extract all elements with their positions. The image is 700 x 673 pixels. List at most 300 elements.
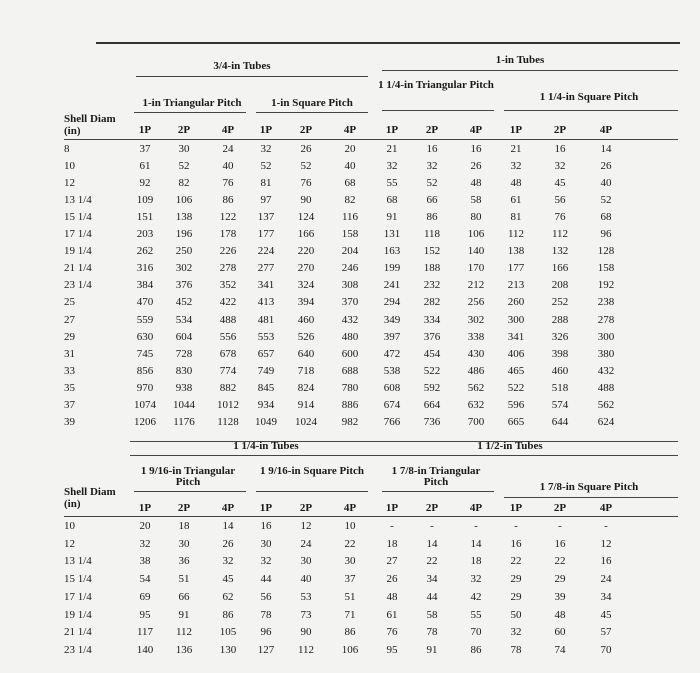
tube-count-cell: 1206 — [134, 415, 156, 428]
tube-count-cell: 91 — [426, 643, 438, 656]
table-top-rule — [96, 42, 680, 44]
tube-count-cell: - — [474, 520, 478, 532]
shell-diameter-cell: 12 — [64, 537, 75, 550]
tube-count-cell: 934 — [257, 398, 275, 411]
tube-count-cell: 16 — [554, 537, 566, 550]
tube-count-cell: 204 — [341, 245, 359, 258]
shell-diameter-cell: 29 — [64, 330, 75, 343]
tube-count-cell: 766 — [383, 415, 401, 428]
tube-count-cell: 74 — [554, 643, 566, 656]
tube-count-cell: 58 — [470, 194, 482, 207]
column-header-4p: 4P — [221, 124, 235, 136]
bottom-shell-diam-label: Shell Diam (in) — [64, 486, 116, 510]
column-header-2p: 2P — [299, 502, 313, 514]
shell-diameter-cell: 31 — [64, 347, 75, 360]
shell-diameter-cell: 35 — [64, 381, 75, 394]
tube-count-cell: 44 — [260, 573, 272, 586]
tube-count-cell: 246 — [341, 262, 359, 275]
tube-count-cell: 270 — [297, 262, 315, 275]
tube-count-cell: 522 — [423, 364, 441, 377]
shell-diameter-cell: 25 — [64, 296, 75, 309]
tube-count-cell: 48 — [470, 177, 482, 190]
tube-count-cell: 413 — [257, 296, 275, 309]
column-header-4p: 4P — [599, 502, 613, 514]
tube-count-cell: 50 — [510, 608, 522, 621]
tube-count-cell: 38 — [139, 555, 151, 568]
tube-count-cell: 278 — [219, 262, 237, 275]
tube-count-cell: 526 — [297, 330, 315, 343]
tube-count-cell: 534 — [175, 313, 193, 326]
tube-count-cell: 678 — [219, 347, 237, 360]
tube-count-cell: 16 — [470, 143, 482, 155]
column-header-1p: 1P — [509, 124, 523, 136]
tube-count-cell: 26 — [222, 537, 234, 550]
tube-count-cell: 86 — [222, 608, 234, 621]
tube-count-cell: 241 — [383, 279, 401, 292]
tube-count-cell: 76 — [554, 211, 566, 224]
tube-count-cell: 130 — [219, 643, 237, 656]
tube-count-cell: 830 — [175, 364, 193, 377]
tube-count-cell: 82 — [344, 194, 356, 207]
tube-count-cell: 30 — [178, 537, 190, 550]
tube-count-cell: 338 — [467, 330, 485, 343]
tube-count-cell: 122 — [219, 211, 237, 224]
tube-count-cell: 60 — [554, 626, 566, 639]
tube-count-cell: 674 — [383, 398, 401, 411]
tube-count-cell: 61 — [139, 160, 151, 173]
tube-count-cell: 37 — [139, 143, 151, 155]
rule-sub2 — [256, 112, 368, 113]
tube-count-cell: 24 — [222, 143, 234, 155]
tube-count-cell: 48 — [554, 608, 566, 621]
tube-count-cell: 16 — [426, 143, 438, 155]
tube-count-cell: 220 — [297, 245, 315, 258]
tube-count-cell: 76 — [300, 177, 312, 190]
tube-count-cell: 845 — [257, 381, 275, 394]
header-1-9-16in-square-pitch: 1 9/16-in Square Pitch — [259, 465, 364, 477]
tube-count-cell: 1012 — [217, 398, 239, 411]
tube-count-cell: 553 — [257, 330, 275, 343]
tube-count-cell: 518 — [551, 381, 569, 394]
tube-count-cell: 432 — [341, 313, 359, 326]
tube-count-cell: 68 — [344, 177, 356, 190]
tube-count-cell: 376 — [423, 330, 441, 343]
tube-count-cell: 882 — [219, 381, 237, 394]
tube-count-cell: 460 — [551, 364, 569, 377]
tube-count-cell: 166 — [297, 228, 315, 241]
tube-count-cell: 196 — [175, 228, 193, 241]
tube-count-cell: 398 — [551, 347, 569, 360]
tube-count-cell: 665 — [507, 415, 525, 428]
tube-count-cell: 96 — [600, 228, 612, 241]
header-1-9-16in-triangular-pitch: 1 9/16-in Triangular Pitch — [140, 465, 236, 488]
tube-count-cell: 32 — [260, 555, 272, 568]
tube-count-cell: 10 — [344, 520, 356, 532]
tube-count-cell: 430 — [467, 347, 485, 360]
tube-count-cell: 86 — [222, 194, 234, 207]
tube-count-cell: 39 — [554, 590, 566, 603]
tube-count-cell: 592 — [423, 381, 441, 394]
tube-count-cell: 914 — [297, 398, 315, 411]
shell-diameter-cell: 13 1/4 — [64, 194, 92, 207]
rule-sub1 — [134, 112, 246, 113]
tube-count-cell: 238 — [597, 296, 615, 309]
tube-count-cell: - — [604, 520, 608, 532]
tube-count-cell: 18 — [470, 555, 482, 568]
tube-count-cell: - — [514, 520, 518, 532]
tube-count-cell: 66 — [426, 194, 438, 207]
tube-count-cell: 105 — [219, 626, 237, 639]
tube-count-cell: 624 — [597, 415, 615, 428]
tube-count-cell: 106 — [467, 228, 485, 241]
tube-count-cell: 452 — [175, 296, 193, 309]
tube-count-cell: 32 — [260, 143, 272, 155]
tube-count-cell: 137 — [257, 211, 275, 224]
tube-count-cell: 12 — [600, 537, 612, 550]
tube-count-cell: 52 — [600, 194, 612, 207]
tube-count-cell: 736 — [423, 415, 441, 428]
group-1-1-4in-tubes: 1 1/4-in Tubes — [233, 440, 299, 452]
group-three-quarter-in-tubes: 3/4-in Tubes — [213, 60, 271, 72]
column-header-1p: 1P — [385, 124, 399, 136]
column-header-4p: 4P — [343, 502, 357, 514]
tube-count-cell: 556 — [219, 330, 237, 343]
tube-count-cell: 37 — [344, 573, 356, 586]
tube-count-cell: 1176 — [173, 415, 195, 428]
tube-count-cell: 213 — [507, 279, 525, 292]
tube-count-cell: 596 — [507, 398, 525, 411]
tube-count-cell: 199 — [383, 262, 401, 275]
tube-count-cell: 34 — [600, 590, 612, 603]
column-header-1p: 1P — [138, 124, 152, 136]
tube-count-cell: 192 — [597, 279, 615, 292]
tube-count-cell: 34 — [426, 573, 438, 586]
tube-count-cell: 341 — [257, 279, 275, 292]
tube-count-cell: 32 — [139, 537, 151, 550]
tube-count-cell: 45 — [554, 177, 566, 190]
tube-count-cell: 112 — [551, 228, 569, 241]
column-header-1p: 1P — [509, 502, 523, 514]
top-header-bottom-rule — [64, 139, 678, 140]
tube-count-cell: 177 — [507, 262, 525, 275]
column-header-4p: 4P — [469, 124, 483, 136]
top-shell-diam-label: Shell Diam (in) — [64, 113, 116, 137]
shell-diameter-cell: 12 — [64, 177, 75, 190]
shell-diameter-cell: 10 — [64, 520, 75, 532]
tube-count-cell: 14 — [222, 520, 234, 532]
tube-count-cell: 40 — [344, 160, 356, 173]
tube-count-cell: 538 — [383, 364, 401, 377]
shell-diameter-cell: 33 — [64, 364, 75, 377]
tube-count-cell: 1024 — [295, 415, 317, 428]
tube-count-cell: 632 — [467, 398, 485, 411]
tube-count-cell: 700 — [467, 415, 485, 428]
column-header-4p: 4P — [599, 124, 613, 136]
tube-count-cell: 68 — [386, 194, 398, 207]
shell-diameter-cell: 19 1/4 — [64, 608, 92, 621]
tube-count-cell: 824 — [297, 381, 315, 394]
column-header-1p: 1P — [259, 124, 273, 136]
rule-bsub2 — [256, 491, 368, 492]
rule-sub3 — [382, 110, 494, 111]
tube-count-cell: 18 — [386, 537, 398, 550]
tube-count-cell: 57 — [600, 626, 612, 639]
column-header-1p: 1P — [138, 502, 152, 514]
shell-diameter-cell: 10 — [64, 160, 75, 173]
shell-diameter-cell: 15 1/4 — [64, 211, 92, 224]
tube-count-cell: 422 — [219, 296, 237, 309]
tube-count-cell: 745 — [136, 347, 154, 360]
tube-count-cell: 24 — [300, 537, 312, 550]
shell-diameter-cell: 19 1/4 — [64, 245, 92, 258]
tube-count-cell: 308 — [341, 279, 359, 292]
tube-count-cell: 300 — [597, 330, 615, 343]
tube-count-cell: 780 — [341, 381, 359, 394]
tube-count-cell: 224 — [257, 245, 275, 258]
tube-count-cell: 78 — [426, 626, 438, 639]
tube-count-cell: 58 — [426, 608, 438, 621]
tube-count-cell: 480 — [341, 330, 359, 343]
tube-count-cell: 29 — [554, 573, 566, 586]
tube-count-cell: 460 — [297, 313, 315, 326]
tube-count-cell: 728 — [175, 347, 193, 360]
header-1-7-8in-square-pitch: 1 7/8-in Square Pitch — [539, 481, 639, 493]
group-1-1-2in-tubes: 1 1/2-in Tubes — [477, 440, 543, 452]
tube-count-cell: 91 — [178, 608, 190, 621]
column-header-2p: 2P — [425, 502, 439, 514]
tube-count-cell: 132 — [551, 245, 569, 258]
tube-count-cell: 52 — [178, 160, 190, 173]
tube-count-cell: 324 — [297, 279, 315, 292]
tube-count-cell: 140 — [467, 245, 485, 258]
tube-count-cell: 600 — [341, 347, 359, 360]
tube-count-cell: 128 — [597, 245, 615, 258]
tube-count-cell: 51 — [178, 573, 190, 586]
tube-count-cell: 481 — [257, 313, 275, 326]
tube-count-cell: 30 — [300, 555, 312, 568]
tube-count-cell: 294 — [383, 296, 401, 309]
tube-count-cell: 226 — [219, 245, 237, 258]
tube-count-cell: 52 — [260, 160, 272, 173]
tube-count-cell: 326 — [551, 330, 569, 343]
tube-count-cell: 116 — [341, 211, 359, 224]
tube-count-cell: 22 — [510, 555, 522, 568]
tube-count-cell: 302 — [175, 262, 193, 275]
tube-count-cell: - — [558, 520, 562, 532]
tube-count-cell: 488 — [219, 313, 237, 326]
tube-count-cell: 718 — [297, 364, 315, 377]
shell-diameter-cell: 21 1/4 — [64, 626, 92, 639]
tube-count-cell: 488 — [597, 381, 615, 394]
tube-count-cell: 982 — [341, 415, 359, 428]
tube-count-cell: 21 — [510, 143, 522, 155]
tube-count-cell: 188 — [423, 262, 441, 275]
tube-count-cell: 465 — [507, 364, 525, 377]
tube-count-cell: 970 — [136, 381, 154, 394]
tube-count-cell: 16 — [600, 555, 612, 568]
tube-count-cell: 664 — [423, 398, 441, 411]
tube-count-cell: 118 — [423, 228, 441, 241]
shell-diameter-cell: 8 — [64, 143, 70, 155]
tube-count-cell: 32 — [222, 555, 234, 568]
tube-count-cell: 1074 — [134, 398, 156, 411]
tube-count-cell: 574 — [551, 398, 569, 411]
tube-count-cell: 124 — [297, 211, 315, 224]
tube-count-cell: 70 — [470, 626, 482, 639]
tube-count-cell: 32 — [554, 160, 566, 173]
tube-count-cell: 604 — [175, 330, 193, 343]
tube-count-cell: 73 — [300, 608, 312, 621]
tube-count-cell: 69 — [139, 590, 151, 603]
tube-count-cell: 630 — [136, 330, 154, 343]
tube-count-cell: 203 — [136, 228, 154, 241]
tube-count-cell: 260 — [507, 296, 525, 309]
tube-count-cell: 300 — [507, 313, 525, 326]
tube-count-cell: 262 — [136, 245, 154, 258]
tube-count-cell: 316 — [136, 262, 154, 275]
tube-count-cell: 112 — [507, 228, 525, 241]
group-one-in-tubes: 1-in Tubes — [495, 54, 545, 66]
tube-count-cell: 856 — [136, 364, 154, 377]
tube-count-cell: 138 — [507, 245, 525, 258]
tube-count-cell: 48 — [386, 590, 398, 603]
tube-count-cell: 774 — [219, 364, 237, 377]
tube-count-cell: 277 — [257, 262, 275, 275]
tube-count-cell: 12 — [300, 520, 312, 532]
tube-count-cell: 334 — [423, 313, 441, 326]
tube-count-cell: 158 — [341, 228, 359, 241]
tube-count-cell: 470 — [136, 296, 154, 309]
tube-count-cell: 14 — [470, 537, 482, 550]
tube-count-cell: 1044 — [173, 398, 195, 411]
tube-count-cell: 76 — [222, 177, 234, 190]
tube-count-cell: 61 — [510, 194, 522, 207]
tube-count-cell: 26 — [600, 160, 612, 173]
tube-count-cell: 30 — [178, 143, 190, 155]
tube-count-cell: 21 — [386, 143, 398, 155]
tube-count-cell: 32 — [386, 160, 398, 173]
tube-count-cell: 112 — [175, 626, 193, 639]
tube-count-cell: 42 — [470, 590, 482, 603]
tube-count-cell: - — [430, 520, 434, 532]
tube-count-cell: 166 — [551, 262, 569, 275]
tube-count-cell: 454 — [423, 347, 441, 360]
tube-count-cell: 32 — [510, 160, 522, 173]
shell-diameter-cell: 21 1/4 — [64, 262, 92, 275]
tube-count-cell: 562 — [467, 381, 485, 394]
tube-count-cell: 22 — [554, 555, 566, 568]
rule-sub4 — [504, 110, 678, 111]
tube-count-cell: 90 — [300, 194, 312, 207]
tube-count-cell: 20 — [344, 143, 356, 155]
column-header-2p: 2P — [177, 124, 191, 136]
tube-count-cell: - — [390, 520, 394, 532]
tube-count-cell: 29 — [510, 573, 522, 586]
tube-count-cell: 48 — [510, 177, 522, 190]
tube-count-cell: 95 — [139, 608, 151, 621]
shell-diameter-cell: 39 — [64, 415, 75, 428]
tube-count-cell: 370 — [341, 296, 359, 309]
tube-count-cell: 56 — [554, 194, 566, 207]
tube-count-cell: 18 — [178, 520, 190, 532]
tube-count-cell: 177 — [257, 228, 275, 241]
tube-count-cell: 106 — [175, 194, 193, 207]
tube-count-cell: 608 — [383, 381, 401, 394]
column-header-4p: 4P — [469, 502, 483, 514]
column-header-1p: 1P — [385, 502, 399, 514]
tube-count-cell: 40 — [300, 573, 312, 586]
tube-count-cell: 749 — [257, 364, 275, 377]
tube-count-cell: 131 — [383, 228, 401, 241]
tube-count-cell: 32 — [470, 573, 482, 586]
shell-diameter-cell: 13 1/4 — [64, 555, 92, 568]
tube-count-cell: 26 — [470, 160, 482, 173]
tube-count-cell: 657 — [257, 347, 275, 360]
tube-count-cell: 886 — [341, 398, 359, 411]
tube-count-cell: 109 — [136, 194, 154, 207]
tube-count-cell: 644 — [551, 415, 569, 428]
tube-count-cell: 138 — [175, 211, 193, 224]
tube-count-cell: 26 — [300, 143, 312, 155]
tube-count-cell: 384 — [136, 279, 154, 292]
mid-rule-lower — [130, 455, 678, 456]
tube-count-cell: 96 — [260, 626, 272, 639]
tube-count-cell: 151 — [136, 211, 154, 224]
rule-bsub3 — [382, 491, 494, 492]
tube-count-cell: 30 — [260, 537, 272, 550]
tube-count-cell: 29 — [510, 590, 522, 603]
header-1-7-8in-triangular-pitch: 1 7/8-in Triangular Pitch — [391, 465, 481, 488]
tube-count-cell: 522 — [507, 381, 525, 394]
tube-count-cell: 232 — [423, 279, 441, 292]
tube-count-cell: 86 — [426, 211, 438, 224]
tube-count-cell: 95 — [386, 643, 398, 656]
rule-one-in-group — [382, 70, 678, 71]
tube-count-cell: 252 — [551, 296, 569, 309]
column-header-2p: 2P — [177, 502, 191, 514]
tube-count-cell: 90 — [300, 626, 312, 639]
tube-count-cell: 22 — [426, 555, 438, 568]
header-1-1-4in-triangular-pitch: 1 1/4-in Triangular Pitch — [378, 79, 494, 91]
tube-count-cell: 27 — [386, 555, 398, 568]
tube-count-cell: 24 — [600, 573, 612, 586]
tube-count-cell: 106 — [341, 643, 359, 656]
tube-count-cell: 208 — [551, 279, 569, 292]
tube-count-cell: 55 — [470, 608, 482, 621]
tube-count-cell: 16 — [510, 537, 522, 550]
tube-count-cell: 30 — [344, 555, 356, 568]
header-1-1-4in-square-pitch: 1 1/4-in Square Pitch — [539, 91, 639, 103]
tube-count-cell: 14 — [600, 143, 612, 155]
tube-count-cell: 82 — [178, 177, 190, 190]
tube-count-cell: 61 — [386, 608, 398, 621]
column-header-2p: 2P — [553, 124, 567, 136]
shell-diameter-cell: 15 1/4 — [64, 573, 92, 586]
tube-count-cell: 40 — [600, 177, 612, 190]
shell-diameter-cell: 23 1/4 — [64, 279, 92, 292]
tube-count-cell: 16 — [554, 143, 566, 155]
tube-count-cell: 20 — [139, 520, 151, 532]
tube-count-cell: 136 — [175, 643, 193, 656]
tube-count-cell: 91 — [386, 211, 398, 224]
tube-count-cell: 71 — [344, 608, 356, 621]
tube-count-cell: 51 — [344, 590, 356, 603]
column-header-2p: 2P — [425, 124, 439, 136]
tube-count-cell: 212 — [467, 279, 485, 292]
tube-count-cell: 97 — [260, 194, 272, 207]
tube-count-cell: 397 — [383, 330, 401, 343]
rule-bsub1 — [134, 491, 246, 492]
